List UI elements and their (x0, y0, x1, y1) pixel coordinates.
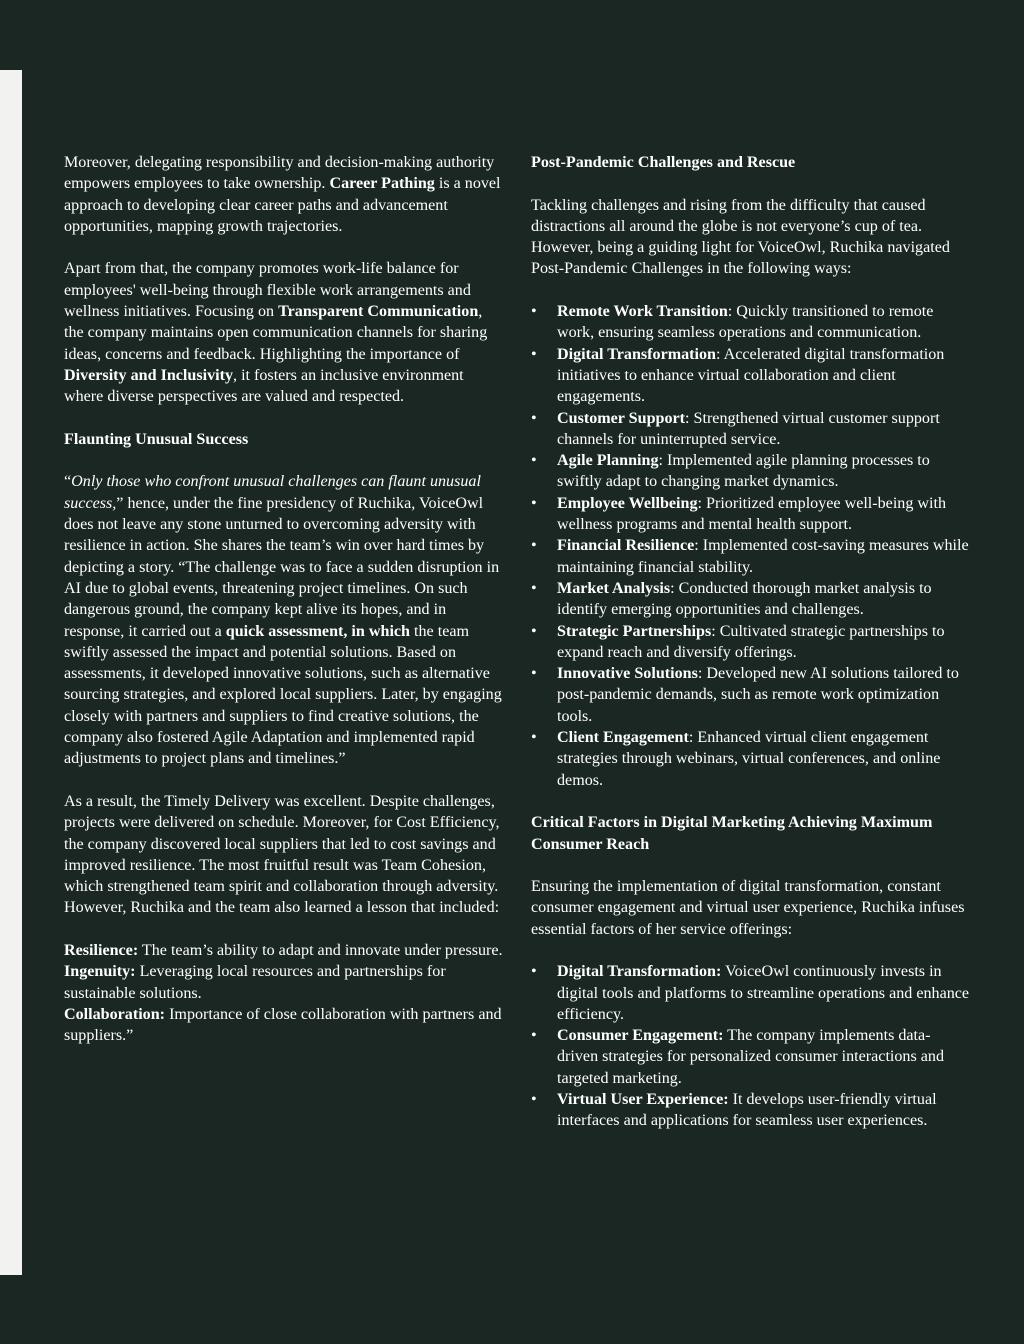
list-item (531, 535, 971, 578)
item-text: : Enhanced virtual client engagement strategies through webinars, virtual conferences, and online demos. (557, 729, 941, 789)
bullet-icon: • (531, 494, 537, 512)
item-text: : Conducted thorough market analysis to identify emerging opportunities and challenges. (557, 579, 932, 619)
item-term: Digital Transformation: (557, 963, 722, 981)
section-heading-post-pandemic: Post-Pandemic Challenges and Rescue (531, 154, 796, 171)
section-heading-critical-factors: Critical Factors in Digital Marketing Achieving Maximum Consumer Reach (531, 814, 933, 853)
list-item (531, 493, 971, 536)
lesson-resilience (64, 940, 504, 961)
lesson-term: Collaboration: (64, 1005, 166, 1023)
text-segment: Moreover, delegating responsibility and decision-making authority empowers employees to take ownership. (64, 154, 495, 193)
item-term: Agile Planning (557, 452, 659, 470)
list-item (531, 961, 971, 1025)
bold-term: quick assessment, in which (225, 622, 411, 640)
item-text: : Strengthened virtual customer support channels for uninterrupted service. (557, 409, 940, 448)
list-item (531, 578, 971, 621)
lesson-ingenuity (64, 961, 504, 1004)
bullet-icon: • (531, 579, 537, 597)
bullet-icon: • (531, 963, 537, 981)
bullet-icon: • (531, 452, 537, 470)
bullet-icon: • (531, 1091, 537, 1109)
quote-mark: “ (64, 473, 72, 491)
list-item (531, 344, 971, 408)
lesson-text: Leveraging local resources and partnerships for sustainable solutions. (64, 963, 446, 1002)
lesson-term: Resilience: (64, 941, 139, 959)
bullet-icon: • (531, 1027, 537, 1045)
item-term: Employee Wellbeing (557, 494, 698, 512)
bold-term: Transparent Communication (278, 303, 479, 321)
paragraph-results: As a result, the Timely Delivery was excellent. Despite challenges, projects were delivered on schedule. Moreover, for Cost Efficiency, the company discovered local suppliers that led to cost savings and improved resilience. The most fruitful result was Team Cohesion, which strengthened team spirit and collaboration through adversity. However, Ruchika and the team also learned a lesson that included: (64, 792, 500, 917)
bullet-icon: • (531, 345, 537, 363)
right-column (531, 152, 971, 1153)
item-text: It develops user-friendly virtual interfaces and applications for seamless user experiences. (557, 1091, 937, 1130)
left-column (64, 152, 504, 1046)
item-text: : Accelerated digital transformation initiatives to enhance virtual collaboration and client engagements. (557, 345, 945, 406)
bullet-icon: • (531, 409, 537, 427)
bullet-icon: • (531, 729, 537, 747)
item-text: : Developed new AI solutions tailored to post-pandemic demands, such as remote work optimization tools. (557, 665, 959, 725)
list-item (531, 301, 971, 344)
item-term: Strategic Partnerships (557, 622, 712, 640)
critical-factors-list (531, 961, 971, 1131)
item-text: : Cultivated strategic partnerships to expand reach and diversify offerings. (557, 622, 945, 661)
list-item (531, 450, 971, 493)
item-term: Customer Support (557, 409, 686, 427)
item-text: : Implemented cost-saving measures while maintaining financial stability. (557, 537, 969, 576)
item-text: VoiceOwl continuously invests in digital tools and platforms to streamline operations and enhance efficiency. (557, 963, 970, 1023)
item-text: : Implemented agile planning processes to swiftly adapt to changing market dynamics. (557, 452, 930, 491)
text-segment: is a novel approach to developing clear career paths and advancement opportunities, mapping growth trajectories. (64, 175, 501, 235)
paragraph-delegation (64, 152, 504, 237)
left-edge-strip (0, 70, 22, 1275)
bullet-icon: • (531, 665, 537, 683)
item-term: Consumer Engagement: (557, 1027, 724, 1045)
list-item (531, 663, 971, 727)
bullet-icon: • (531, 622, 537, 640)
paragraph-tackling-challenges: Tackling challenges and rising from the difficulty that caused distractions all around the globe is not everyone’s cup of tea. However, being a guiding light for VoiceOwl, Ruchika navigated Post-Pandemic Challenges in the following ways: (531, 196, 950, 278)
paragraph-unusual-success (64, 471, 504, 769)
list-item (531, 727, 971, 791)
paragraph-work-life-balance (64, 258, 504, 407)
bold-term: Career Pathing (329, 175, 435, 193)
list-item (531, 1089, 971, 1132)
lesson-term: Ingenuity: (64, 963, 136, 981)
item-term: Innovative Solutions (557, 665, 698, 683)
item-term: Financial Resilience (557, 537, 695, 555)
bullet-icon: • (531, 537, 537, 555)
text-segment: the team swiftly assessed the impact and potential solutions. Based on assessments, it developed innovative solutions, such as alternative sourcing strategies, and explored local suppliers. Later, by engaging closely with partners and suppliers to find creative solutions, the company also fostered Agile Adaptation and implemented rapid adjustments to project plans and timelines.” (64, 622, 502, 768)
list-item (531, 621, 971, 664)
item-term: Client Engagement (557, 729, 689, 747)
bold-term: Diversity and Inclusivity (64, 366, 234, 384)
bullet-icon: • (531, 303, 537, 321)
text-segment: ” hence, under the fine presidency of Ruchika, VoiceOwl does not leave any stone unturned to overcoming adversity with resilience in action. She shares the team’s win over hard times by depicting a story. “The challenge was to face a sudden disruption in AI due to global events, threatening project timelines. On such dangerous ground, the company kept alive its hopes, and in response, it carried out a (64, 494, 500, 640)
text-segment: Apart from that, the company promotes work-life balance for employees' well-being through flexible work arrangements and wellness initiatives. Focusing on (64, 260, 471, 321)
lesson-text: Importance of close collaboration with partners and suppliers.” (64, 1005, 502, 1045)
item-term: Remote Work Transition (557, 303, 728, 321)
item-text: : Quickly transitioned to remote work, ensuring seamless operations and communication. (557, 303, 934, 342)
post-pandemic-list (531, 301, 971, 791)
item-term: Virtual User Experience: (557, 1091, 729, 1109)
italic-quote: Only those who confront unusual challenges can flaunt unusual success, (64, 473, 481, 512)
paragraph-ensuring-implementation: Ensuring the implementation of digital transformation, constant consumer engagement and virtual user experience, Ruchika infuses essential factors of her service offerings: (531, 878, 965, 938)
item-text: : Prioritized employee well-being with wellness programs and mental health support. (557, 494, 947, 534)
text-segment: , the company maintains open communication channels for sharing ideas, concerns and feedback. Highlighting the importance of (64, 303, 488, 363)
item-text: The company implements data-driven strategies for personalized consumer interactions and targeted marketing. (557, 1027, 945, 1087)
list-item (531, 1025, 971, 1089)
text-segment: , it fosters an inclusive environment where diverse perspectives are valued and respected. (64, 366, 464, 406)
list-item (531, 408, 971, 451)
section-heading-flaunting-success: Flaunting Unusual Success (64, 430, 249, 448)
lesson-collaboration (64, 1004, 504, 1047)
item-term: Market Analysis (557, 579, 671, 597)
lesson-text: The team’s ability to adapt and innovate under pressure. (138, 941, 503, 959)
item-term: Digital Transformation (557, 345, 716, 363)
